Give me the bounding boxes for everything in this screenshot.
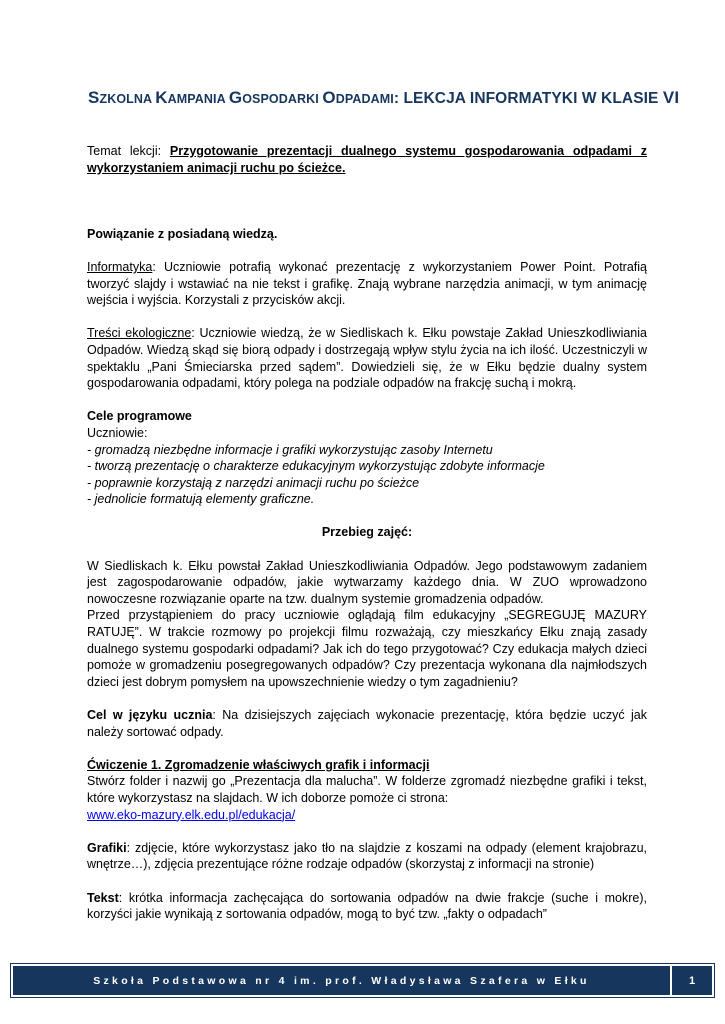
graphics-paragraph [87,840,647,873]
goal-item: - gromadzą niezbędne informacje i grafiki wykorzystując zasoby Internetu [87,442,493,457]
graphics-label: Grafiki [87,840,127,855]
eco-label: Treści ekologiczne [87,326,192,341]
student-goal [87,707,647,740]
graphics-text: : zdjęcie, które wykorzystasz jako tło na slajdzie z koszami na odpady (element krajobrazu, wnętrze…), zdjęcia prezentujące różne rodzaje odpadów (skorzystaj z informacji na stronie) [87,840,647,872]
it-paragraph [87,259,647,309]
eco-text: : Uczniowie wiedzą, że w Siedliskach k. Ełku powstaje Zakład Unieszkodliwiania Odpadów. Wiedzą skąd się biorą odpady i dostrzegają wpływ stylu życia na ich ilość. Uczestniczyli w spektaklu „Pani Śmieciarska przed sądem”. Dowiedzieli się, że w Ełku będzie dualny system gospodarowania odpadami, który polega na podziale odpadów na frakcję suchą i mokrą. [87,326,647,391]
course-heading: Przebieg zajęć: [321,525,413,540]
footer-school-name: Szkoła Podstawowa nr 4 im. prof. Władysława Szafera w Ełku [93,974,590,987]
lesson-topic [87,143,647,176]
title-part: DPADAMI [335,92,394,106]
title-part: VI [662,88,680,107]
eco-paragraph [87,325,647,391]
title-part: O [322,88,336,107]
it-text: : Uczniowie potrafią wykonać prezentację z wykorzystaniem Power Point. Potrafią tworzyć slajdy i wstawiać na nie tekst i grafikę. Znają wybrane narzędzia animacji, w tym animację wejścia i wyjścia. Korzystali z przycisków akcji. [87,259,647,308]
page-title [88,88,680,108]
goal-item: - poprawnie korzystają z narzędzi animacji ruchu po ścieżce [87,475,420,490]
topic-text: Przygotowanie prezentacji dualnego systemu gospodarowania odpadami z wykorzystaniem animacji ruchu po ścieżce. [87,144,647,175]
goal-item: - jednolicie formatują elementy graficzne. [87,492,315,507]
goal-item: - tworzą prezentację o charakterze edukacyjnym wykorzystując zdobyte informacje [87,459,545,474]
course-paragraph: W Siedliskach k. Ełku powstał Zakład Unieszkodliwiania Odpadów. Jego podstawowym zadaniem jest zagospodarowanie odpadów, jakie wytwarzamy każdego dnia. W ZUO wprowadzono nowoczesne rozwiązanie oparte na tzw. dualnym systemie gromadzenia odpadów. [87,558,647,606]
exercise-heading: Ćwiczenie 1. Zgromadzenie właściwych grafik i informacji [87,757,430,772]
resource-link[interactable]: www.eko-mazury.elk.edu.pl/edukacja/ [87,807,296,822]
page-number: 1 [688,974,696,987]
title-part: AMPANIA [167,92,229,106]
course-paragraph: Przed przystąpieniem do pracy uczniowie oglądają film edukacyjny „SEGREGUJĘ MAZURY RATUJĘ”. W trakcie rozmowy po projekcji filmu rozważają, czy mieszkańcy Ełku znają zasady dualnego systemu gospodarki odpadami? Jak ich do tego przygotować? Czy edukacja małych dzieci pomoże w gromadzeniu posegregowanych odpadów? Czy prezentacja wykonana dla najmłodszych dzieci jest dobrym pomysłem na upowszechnienie wiedzy o tym zagadnieniu? [87,608,647,689]
goals-heading: Cele programowe [87,409,192,424]
text-paragraph [87,890,647,923]
it-label: Informatyka [87,259,153,274]
text-text: : krótka informacja zachęcająca do sortowania odpadów na dwie frakcje (suche i mokre), korzyści jakie wynikają z sortowania odpadów, mogą to być tzw. „fakty o odpadach” [87,890,647,922]
title-part: ZKOLNA [99,92,156,106]
text-label: Tekst [87,890,119,905]
exercise-text: Stwórz folder i nazwij go „Prezentacja dla malucha”. W folderze zgromadź niezbędne grafiki i tekst, które wykorzystasz na slajdach. W ich doborze pomoże ci strona: [87,774,647,805]
title-part: OSPODARKI [242,92,323,106]
document-body [87,143,647,923]
page-footer [10,963,715,998]
title-part: : LEKCJA INFORMATYKI W KLASIE [393,90,663,107]
student-goal-label: Cel w języku ucznia [87,708,213,722]
title-part: K [155,88,168,107]
goals-intro: Uczniowie: [87,425,148,440]
topic-label: Temat lekcji: [87,144,170,158]
student-goal-text: : Na dzisiejszych zajęciach wykonacie prezentację, która będzie uczyć jak należy sortować odpady. [87,708,647,739]
title-part: S [88,88,100,107]
title-part: G [228,88,243,107]
knowledge-heading: Powiązanie z posiadaną wiedzą. [87,226,278,241]
